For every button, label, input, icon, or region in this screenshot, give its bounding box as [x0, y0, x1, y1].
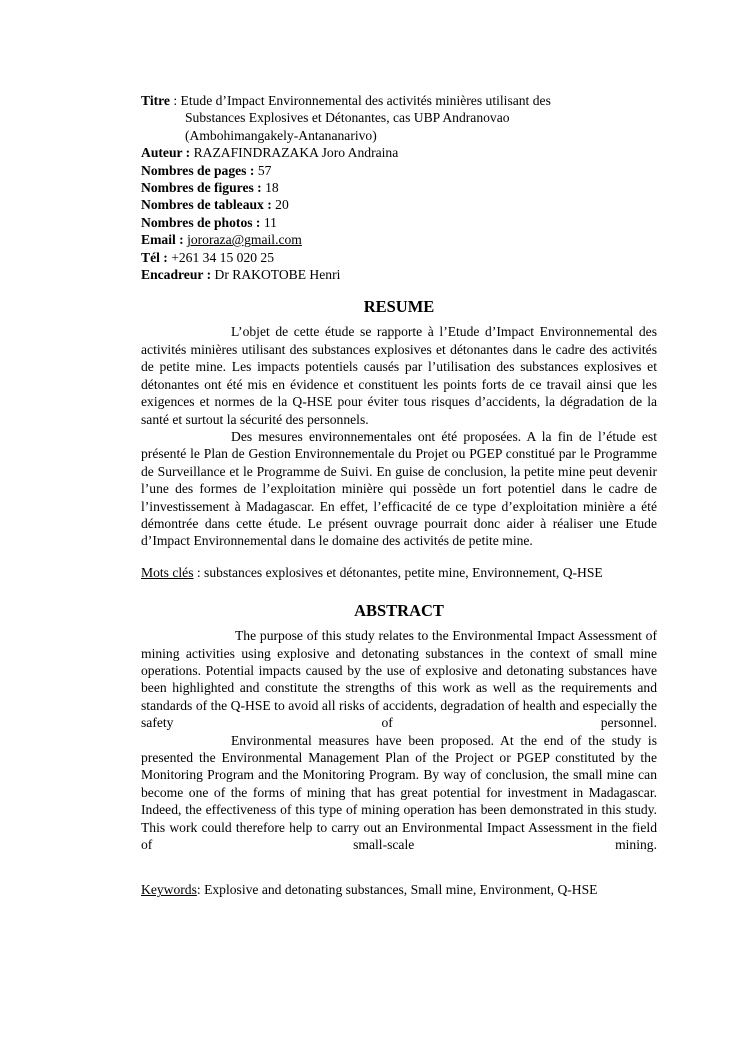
abstract-paragraph-1: The purpose of this study relates to the Environmental Impact Assessment of mining activities using explosive and detonating substances in the context of small mine operations. Potential impacts caused by the use of explosive and detonating substances have been highlighted and constitute the strengths of this work as well as the requirements and standards of the Q-HSE to avoid all risks of accidents, degradation of health and especially the safety of personnel.: [141, 628, 657, 731]
abstract-paragraph-2: Environmental measures have been proposed. At the end of the study is presented the Environmental Management Plan of the Project or PGEP constituted by the Monitoring Program and the Monitoring Program. By way of conclusion, the small mine can become one of the forms of mining that has great potential for investment in Madagascar. Indeed, the effectiveness of this type of mining operation has been demonstrated in this study. This work could therefore help to carry out an Environmental Impact Assessment in the field of small-scale mining.: [141, 732, 657, 853]
phone-row: [141, 249, 657, 266]
phone-label: Tél :: [141, 249, 172, 265]
pages-value: 57: [257, 162, 272, 178]
photos-value: 11: [263, 214, 277, 230]
email-link[interactable]: jororaza@gmail.com: [187, 232, 302, 248]
resume-heading: RESUME: [363, 297, 435, 317]
abstract-keywords: [141, 881, 657, 898]
tables-row: [141, 196, 657, 213]
abstract-keywords-label: Keywords: [141, 882, 197, 898]
supervisor-row: [141, 266, 657, 283]
resume-paragraph-1: L’objet de cette étude se rapporte à l’Etude d’Impact Environnemental des activités minières utilisant des substances explosives et détonantes dans le cadre des activités de petite mine. Les impacts potentiels causés par l’utilisation des substances explosives et détonantes ont été mis en évidence et constituent les points forts de ce travail ainsi que les exigences et normes de la Q-HSE pour éviter tous risques d’accidents, la dégradation de la santé et surtout la sécurité des personnels.: [141, 324, 657, 427]
phone-value: +261 34 15 020 25: [171, 249, 275, 265]
title-line-1: Etude d’Impact Environnemental des activités minières utilisant des: [180, 93, 551, 108]
figures-row: [141, 179, 657, 196]
resume-keywords: [141, 564, 657, 581]
title-row: [141, 92, 657, 109]
pages-row: [141, 162, 657, 179]
resume-keywords-label: Mots clés: [141, 564, 194, 580]
photos-label: Nombres de photos :: [141, 214, 264, 230]
figures-label: Nombres de figures :: [141, 180, 266, 196]
email-row: [141, 231, 657, 248]
tables-value: 20: [275, 197, 289, 213]
abstract-heading: ABSTRACT: [354, 601, 444, 621]
title-line-3: (Ambohimangakely-Antananarivo): [185, 127, 377, 143]
author-label: Auteur :: [141, 145, 194, 161]
supervisor-label: Encadreur :: [141, 267, 215, 283]
author-value: RAZAFINDRAZAKA Joro Andraina: [193, 145, 399, 161]
title-label: Titre: [141, 93, 170, 108]
resume-paragraph-2: Des mesures environnementales ont été proposées. A la fin de l’étude est présenté le Plan de Gestion Environnementale du Projet ou PGEP constitué par le Programme de Surveillance et le Programme de Suivi. En guise de conclusion, la petite mine peut devenir l’une des formes de l’exploitation minière qui possède un fort potentiel dans le cadre de l’investissement à Madagascar. En effet, l’efficacité de ce type d’exploitation minière a été démontrée dans cette étude. Le présent ouvrage pourrait donc aider à réaliser une Etude d’Impact Environnemental dans le domaine des activités de petite mine.: [141, 428, 657, 549]
document-page: [141, 92, 657, 899]
resume-keywords-value: : substances explosives et détonantes, petite mine, Environnement, Q-HSE: [193, 564, 603, 580]
abstract-keywords-value: : Explosive and detonating substances, Small mine, Environment, Q-HSE: [196, 882, 598, 898]
figures-value: 18: [265, 180, 279, 196]
metadata-block: [141, 92, 657, 283]
tables-label: Nombres de tableaux :: [141, 197, 276, 213]
photos-row: [141, 214, 657, 231]
title-line-2: Substances Explosives et Détonantes, cas UBP Andranovao: [185, 110, 510, 126]
pages-label: Nombres de pages :: [141, 162, 258, 178]
author-row: [141, 144, 657, 161]
title-separator: :: [169, 93, 181, 108]
supervisor-value: Dr RAKOTOBE Henri: [214, 267, 341, 283]
email-label: Email :: [141, 232, 188, 248]
